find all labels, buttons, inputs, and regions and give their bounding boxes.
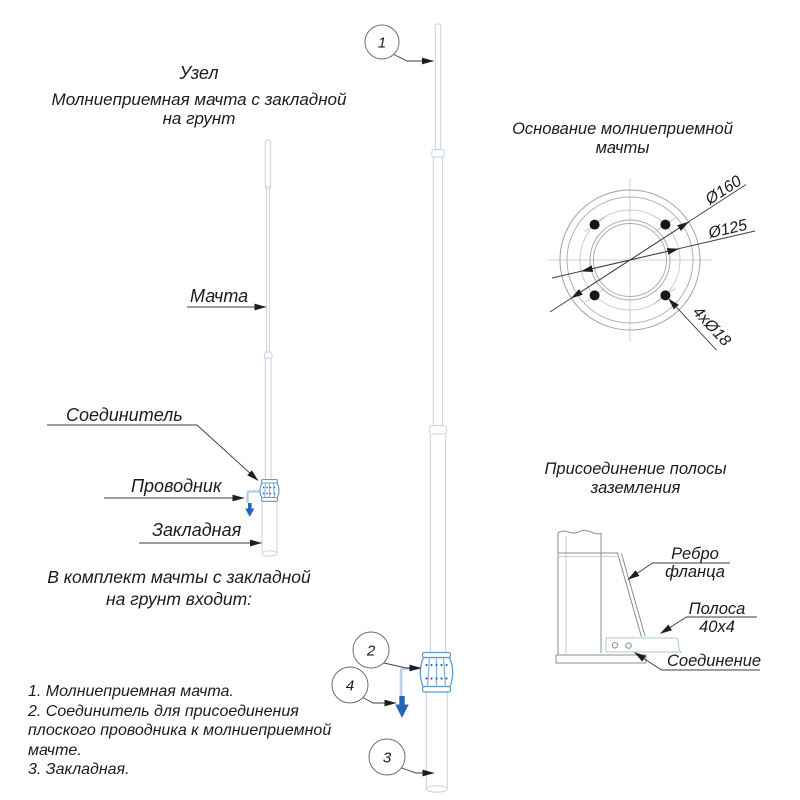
kit-heading: В комплект мачты с закладной на грунт входит: [47, 567, 311, 609]
flange-base-view [548, 178, 755, 350]
joint-label: Соединение [667, 652, 762, 670]
callout-circles [332, 25, 405, 775]
node-title [38, 62, 360, 128]
main-mast-conductor-flag-icon [395, 696, 408, 718]
flange-rib-edge [618, 553, 642, 637]
conductor-label: Проводник [131, 476, 222, 496]
node-title-line1: Узел [179, 63, 219, 83]
dim-hole-diameter: 4xØ18 [689, 303, 734, 350]
dim-outer-diameter: Ø160 [702, 172, 745, 209]
flange-view-title: Основание молниеприемной мачты [512, 120, 733, 157]
callout-1: 1 [377, 34, 387, 52]
base-plate [556, 655, 646, 663]
kit-item-2: 2. Соединитель для присоединения плоского проводника к молниеприемной мачте. [28, 702, 332, 759]
node-title-line2: Молниеприемная мачта с закладной [51, 90, 347, 109]
kit-list [28, 682, 340, 780]
callout-2: 2 [366, 642, 376, 660]
rib-label: Ребро фланца [665, 545, 725, 581]
kit-item-3: 3. Закладная. [28, 761, 130, 778]
dim-bolt-circle-diameter: Ø125 [706, 216, 749, 243]
small-mast-connector [260, 480, 279, 502]
callout-3: 3 [382, 749, 392, 767]
small-mast-conductor-flag-icon [245, 503, 254, 517]
callout-4: 4 [345, 677, 355, 695]
node-title-line3: на грунт [162, 109, 236, 128]
connector-label: Соединитель [66, 405, 183, 425]
ground-view-title: Присоединение полосы заземления [544, 460, 727, 497]
strip-label: Полоса 40x4 [688, 600, 746, 636]
main-mast-connector [420, 653, 453, 693]
mast-label: Мачта [190, 286, 249, 306]
embed-label: Закладная [152, 520, 242, 540]
kit-item-1: 1. Молниеприемная мачта. [28, 683, 234, 700]
